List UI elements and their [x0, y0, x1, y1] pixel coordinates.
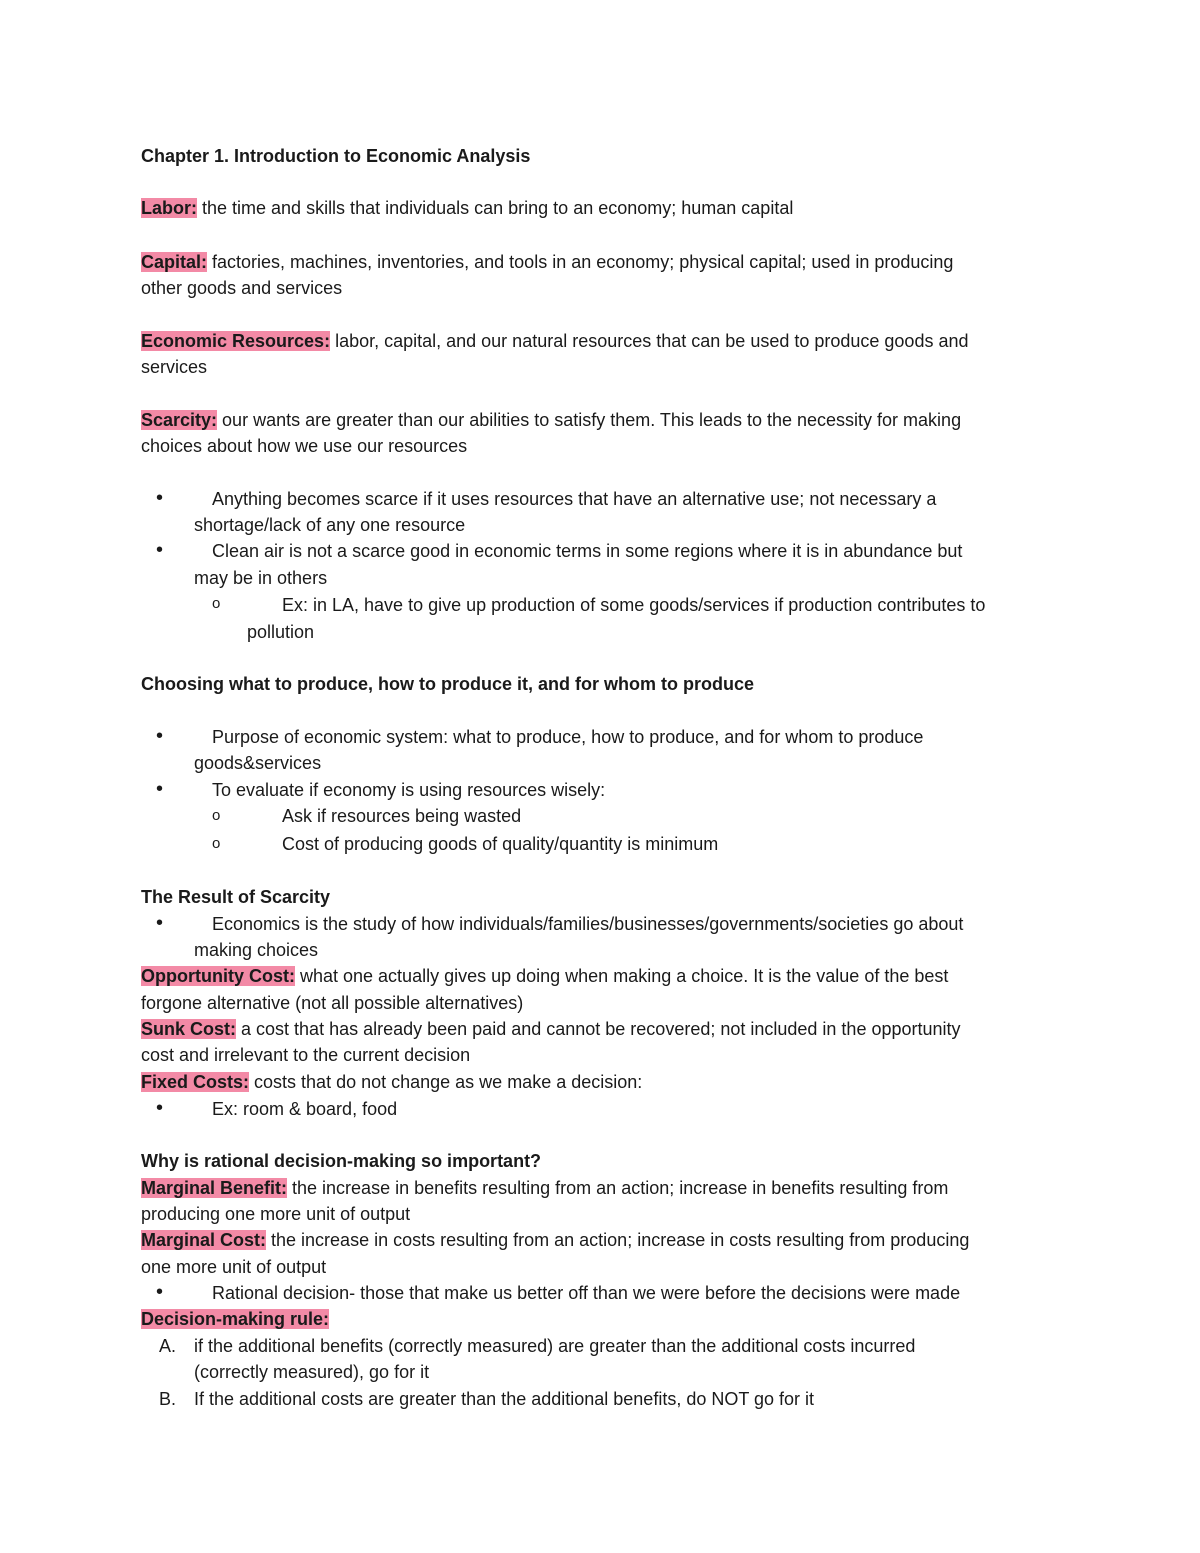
choosing-bullet-1-cont: goods&services	[194, 753, 322, 773]
bullet-icon: •	[156, 778, 164, 800]
capital-definition	[141, 249, 1061, 275]
economic-resources-definition	[141, 328, 1061, 354]
scarcity-definition	[141, 407, 1061, 433]
sub-bullet-icon: o	[212, 595, 221, 612]
economic-resources-text-cont: services	[141, 357, 208, 377]
bullet-icon: •	[156, 912, 164, 934]
labor-text: the time and skills that individuals can bring to an economy; human capital	[197, 198, 794, 218]
marginal-benefit-text: the increase in benefits resulting from an action; increase in benefits resulting from	[287, 1178, 949, 1198]
bullet-icon: •	[156, 1097, 164, 1119]
marginal-cost-text: the increase in costs resulting from an action; increase in costs resulting from producing	[266, 1230, 970, 1250]
term-marginal-cost: Marginal Cost:	[141, 1230, 267, 1250]
sub-bullet-icon: o	[212, 807, 221, 824]
capital-text-cont: other goods and services	[141, 278, 343, 298]
marginal-benefit-text-cont: producing one more unit of output	[141, 1204, 411, 1224]
marginal-benefit-definition	[141, 1175, 1061, 1201]
fixed-costs-definition	[141, 1069, 1061, 1095]
scarcity-sub-bullet-1-cont: pollution	[247, 622, 315, 642]
choosing-bullet-1: Purpose of economic system: what to produce, how to produce, and for whom to produce	[212, 727, 924, 747]
scarcity-bullet-2: Clean air is not a scarce good in economic terms in some regions where it is in abundance but	[212, 541, 963, 561]
opportunity-cost-text-cont: forgone alternative (not all possible alternatives)	[141, 993, 524, 1013]
list-marker-b: B.	[159, 1389, 177, 1409]
economic-resources-text: labor, capital, and our natural resources that can be used to produce goods and	[330, 331, 969, 351]
fixed-costs-text: costs that do not change as we make a decision:	[249, 1072, 643, 1092]
bullet-icon: •	[156, 1281, 164, 1303]
marginal-cost-bullet-1: Rational decision- those that make us better off than we were before the decisions were made	[212, 1283, 961, 1303]
result-bullet-1: Economics is the study of how individuals/families/businesses/governments/societies go about	[212, 914, 964, 934]
chapter-title: Chapter 1. Introduction to Economic Analysis	[141, 146, 531, 166]
term-labor: Labor:	[141, 198, 197, 218]
list-marker-a: A.	[159, 1336, 177, 1356]
term-economic-resources: Economic Resources:	[141, 331, 331, 351]
bullet-icon: •	[156, 725, 164, 747]
choosing-bullet-2: To evaluate if economy is using resources wisely:	[212, 780, 606, 800]
scarcity-bullet-1: Anything becomes scarce if it uses resources that have an alternative use; not necessary a	[212, 489, 937, 509]
opportunity-cost-text: what one actually gives up doing when making a choice. It is the value of the best	[294, 966, 949, 986]
fixed-costs-bullet-1: Ex: room & board, food	[212, 1099, 398, 1119]
decision-rule-label	[141, 1306, 1061, 1332]
scarcity-text: our wants are greater than our abilities to satisfy them. This leads to the necessity for making	[217, 410, 962, 430]
opportunity-cost-definition	[141, 963, 1061, 989]
bullet-icon: •	[156, 487, 164, 509]
scarcity-bullet-1-cont: shortage/lack of any one resource	[194, 515, 466, 535]
sunk-cost-text-cont: cost and irrelevant to the current decision	[141, 1045, 471, 1065]
sunk-cost-definition	[141, 1016, 1061, 1042]
marginal-cost-text-cont: one more unit of output	[141, 1257, 327, 1277]
decision-rule-a-cont: (correctly measured), go for it	[194, 1362, 430, 1382]
scarcity-text-cont: choices about how we use our resources	[141, 436, 468, 456]
capital-text: factories, machines, inventories, and tools in an economy; physical capital; used in producing	[207, 252, 954, 272]
decision-rule-a: if the additional benefits (correctly measured) are greater than the additional costs incurred	[194, 1336, 916, 1356]
scarcity-sub-bullet-1: Ex: in LA, have to give up production of some goods/services if production contributes to	[282, 595, 986, 615]
term-capital: Capital:	[141, 252, 208, 272]
term-opportunity-cost: Opportunity Cost:	[141, 966, 295, 986]
sub-bullet-icon: o	[212, 835, 221, 852]
choosing-sub-bullet-2: Cost of producing goods of quality/quantity is minimum	[282, 834, 719, 854]
choosing-heading: Choosing what to produce, how to produce it, and for whom to produce	[141, 674, 754, 694]
labor-definition	[141, 195, 1061, 221]
choosing-sub-bullet-1: Ask if resources being wasted	[282, 806, 522, 826]
bullet-icon: •	[156, 539, 164, 561]
decision-rule-b: If the additional costs are greater than the additional benefits, do NOT go for it	[194, 1389, 815, 1409]
sunk-cost-text: a cost that has already been paid and cannot be recovered; not included in the opportunity	[236, 1019, 961, 1039]
term-fixed-costs: Fixed Costs:	[141, 1072, 250, 1092]
result-bullet-1-cont: making choices	[194, 940, 319, 960]
term-sunk-cost: Sunk Cost:	[141, 1019, 237, 1039]
term-marginal-benefit: Marginal Benefit:	[141, 1178, 288, 1198]
term-scarcity: Scarcity:	[141, 410, 218, 430]
scarcity-bullet-2-cont: may be in others	[194, 568, 328, 588]
term-decision-rule: Decision-making rule:	[141, 1309, 330, 1329]
marginal-cost-definition	[141, 1227, 1061, 1253]
rational-heading: Why is rational decision-making so important?	[141, 1151, 542, 1171]
result-heading: The Result of Scarcity	[141, 887, 331, 907]
